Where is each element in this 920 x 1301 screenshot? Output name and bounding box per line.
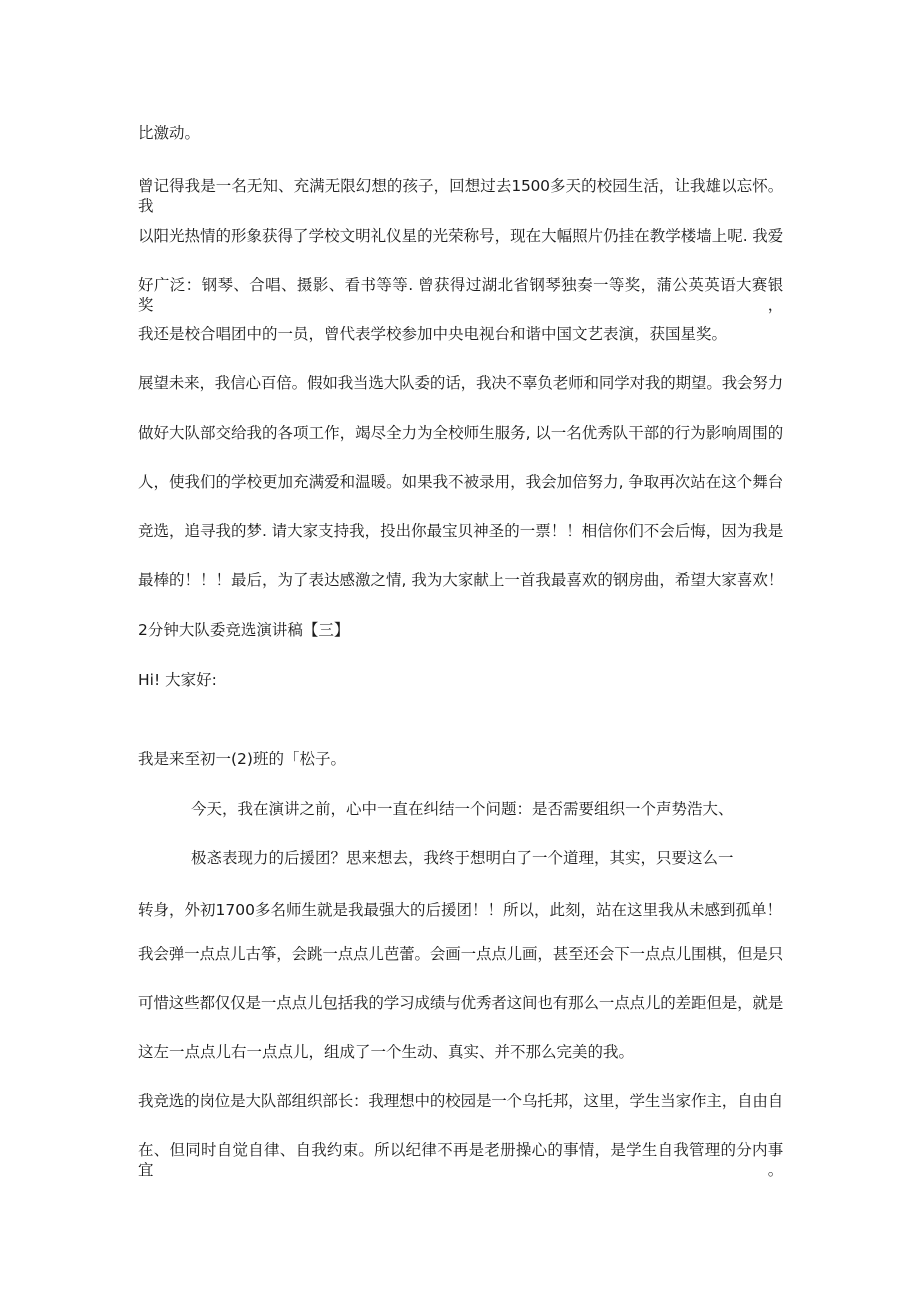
paragraph-line: 我竞选的岗位是大队部组织部长：我理想中的校园是一个乌托邦，这里，学生当家作主，自由自 [138,1092,783,1110]
paragraph-line: 曾记得我是一名无知、充满无限幻想的孩子，回想过去1500多天的校园生活，让我雄以忘怀。我 [138,177,783,215]
paragraph-line: 做好大队部交给我的各项工作，竭尽全力为全校师生服务, 以一名优秀队干部的行为影响周围的 [138,424,783,442]
paragraph-line: 这左一点点儿右一点点儿，组成了一个生动、真实、并不那么完美的我。 [138,1043,635,1061]
paragraph-line: 我还是校合唱团中的一员，曾代表学校参加中央电视台和谐中国文艺表演，获国星奖。 [138,325,728,343]
indented-line: 极忞表现力的后援团？思来想去，我终于想明白了一个道理，其实，只要这么一 [191,849,734,867]
paragraph-line: 比激动。 [138,124,201,142]
section-heading: 2分钟大队委竞选演讲稿【三】 [138,621,350,639]
paragraph-line: 最棒的！！！最后，为了表达感激之情, 我为大家献上一首我最喜欢的钢房曲，希望大家喜欢！ [138,571,784,589]
paragraph-line: 可惜这些都仅仅是一点点儿包括我的学习成绩与优秀者这间也有那么一点点儿的差距但是，就是 [138,994,783,1012]
paragraph-line: 我是来至初一(2)班的「松子。 [138,750,346,768]
paragraph-line: 转身，外初1700多名师生就是我最强大的后援团！！所以，此刻，站在这里我从未感到孤单！ [138,901,782,919]
greeting-line: Hi! 大家好: [138,671,217,689]
indented-line: 今天，我在演讲之前，心中一直在纠结一个问题：是否需要组织一个声势浩大、 [191,800,734,818]
paragraph-line: 人，使我们的学校更加充满爱和温暖。如果我不被录用，我会加倍努力, 争取再次站在这个舞台 [138,473,783,491]
paragraph-line: 在、但同时自觉自律、自我约束。所以纪律不再是老册操心的事情，是学生自我管理的分内事宜。 [138,1141,783,1179]
paragraph-line: 好广泛：钢琴、合唱、摄影、看书等等. 曾获得过湖北省钢琴独奏一等奖，蒲公英英语大赛银奖， [138,276,783,314]
paragraph-line: 展望未来，我信心百倍。假如我当选大队委的话，我决不辜负老师和同学对我的期望。我会努力 [138,374,783,392]
paragraph-line: 我会弹一点点儿古筝，会跳一点点儿芭蕾。会画一点点儿画，甚至还会下一点点儿围棋，但是只 [138,945,783,963]
paragraph-line: 以阳光热情的形象获得了学校文明礼仪星的光荣称号，现在大幅照片仍挂在教学楼墙上呢. 我爱 [138,227,783,245]
paragraph-line: 竞选，追寻我的梦. 请大家支持我，投出你最宝贝神圣的一票！！相信你们不会后悔，因为我是 [138,522,783,540]
